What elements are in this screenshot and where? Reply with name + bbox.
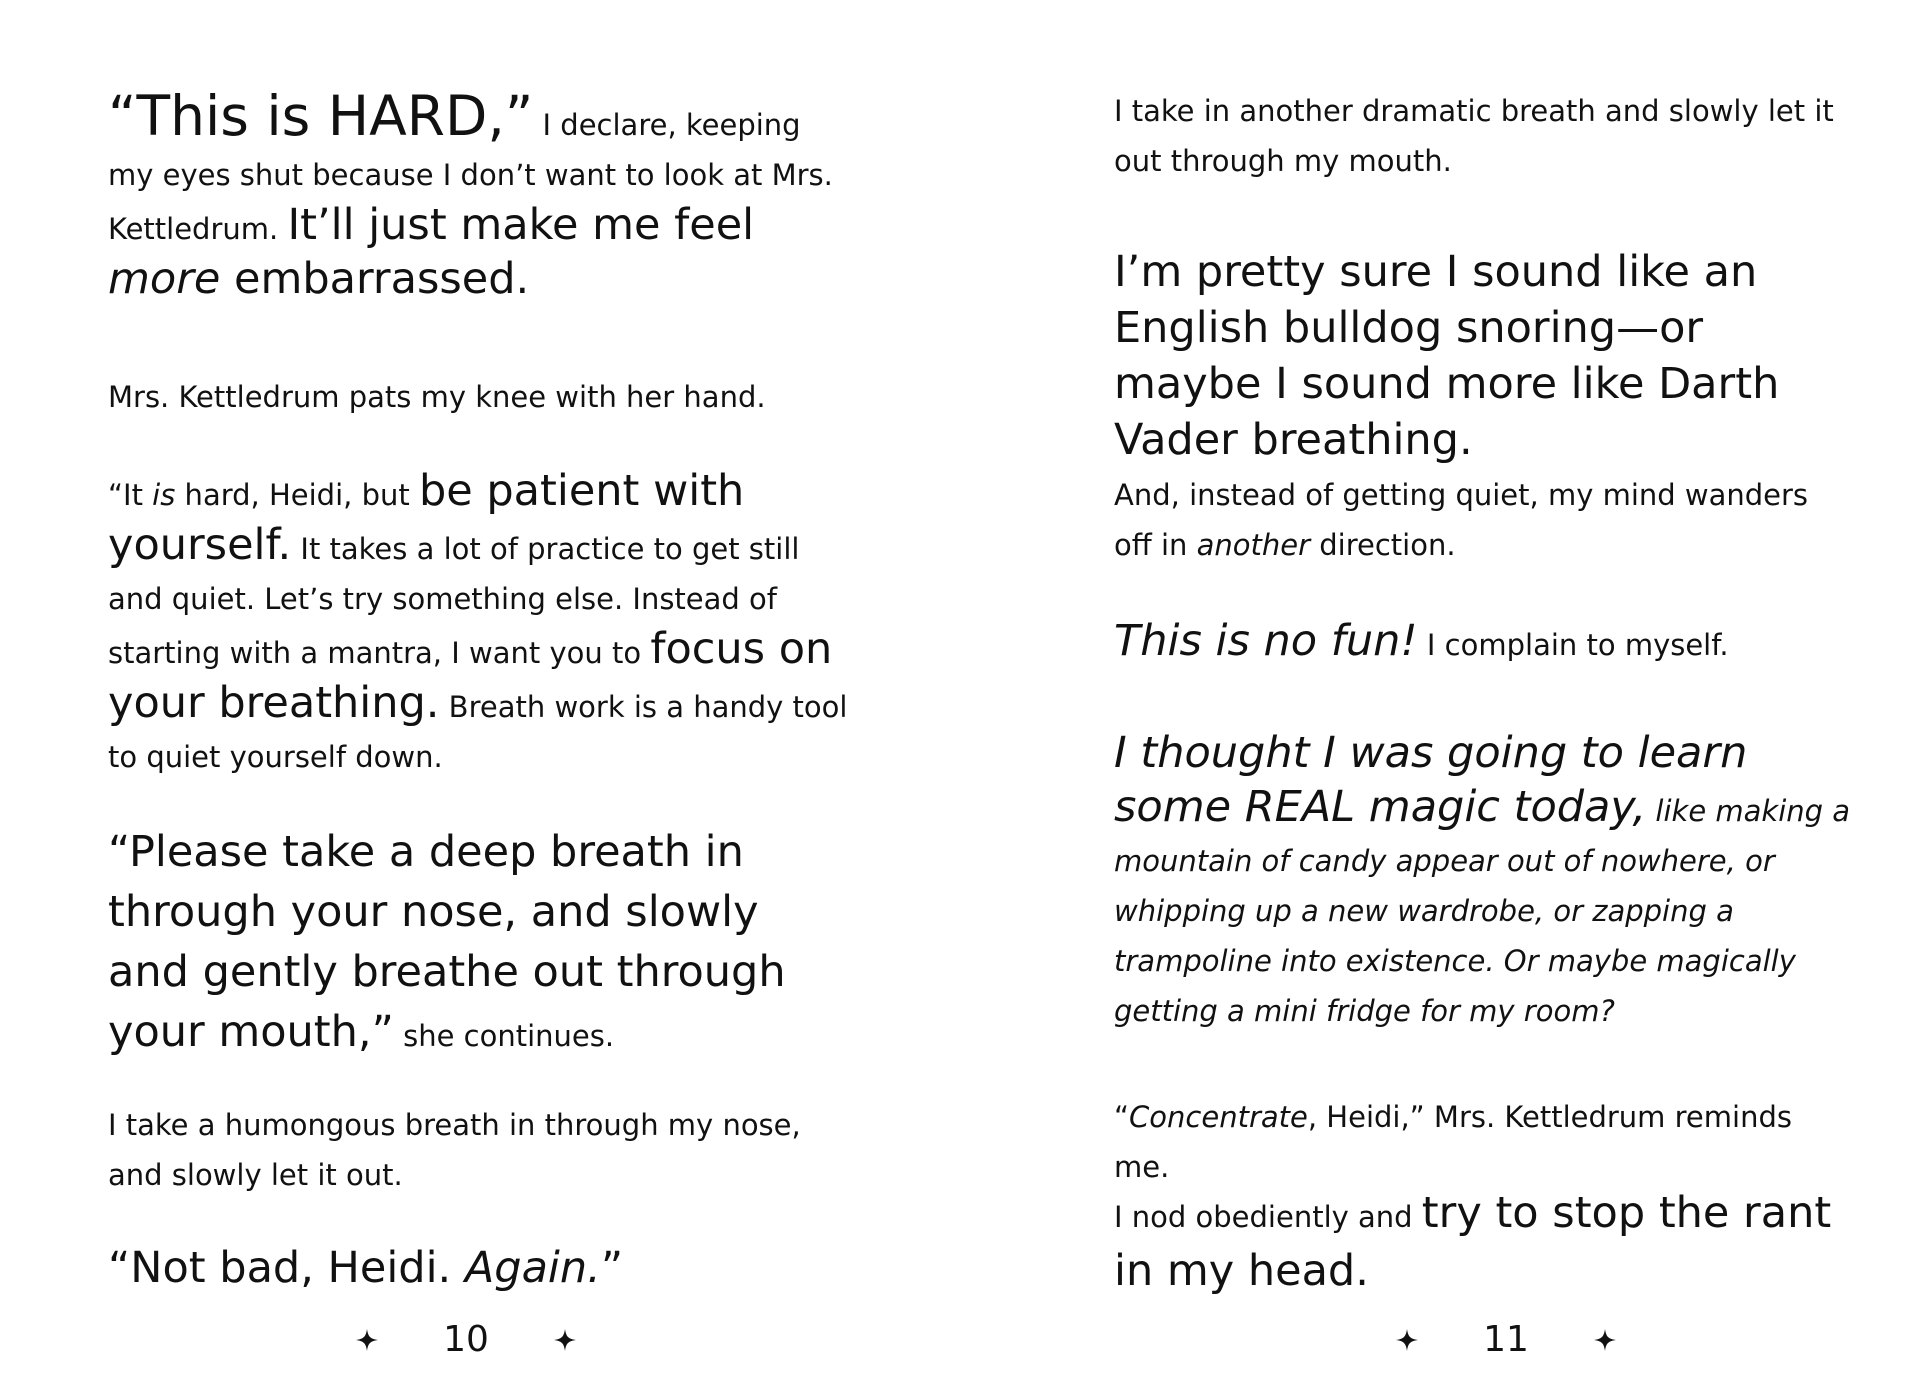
- right-page: [960, 0, 1921, 1396]
- paragraph-1: I take in another dramatic breath and slowly let it out through my mouth.: [1114, 94, 1834, 178]
- paragraph-1: “This is HARD,” I declare, keeping my eyes shut because I don’t want to look at Mrs. Kettledrum. It’ll just make me feel more embarrassed.: [108, 84, 833, 304]
- star-icon: [356, 1329, 378, 1351]
- page-number: 10: [443, 1319, 489, 1360]
- paragraph-6: “Not bad, Heidi. Again.”: [108, 1243, 624, 1293]
- quote-this-is-hard: “This is HARD,”: [108, 84, 534, 148]
- paragraph-4: “Please take a deep breath in through your nose, and slowly and gently breathe out through your mouth,” she continues.: [108, 827, 786, 1057]
- paragraph-5: I thought I was going to learn some REAL magic today, like making a mountain of candy appear out of nowhere, or whipping up a new wardrobe, or zapping a trampoline into existence. Or maybe magically getting a mini fridge for my room?: [1114, 728, 1851, 1028]
- page-number-right: [1396, 1318, 1616, 1362]
- paragraph-5: I take a humongous breath in through my nose, and slowly let it out.: [108, 1108, 801, 1192]
- star-icon: [1594, 1329, 1616, 1351]
- left-page: [0, 0, 960, 1396]
- paragraph-7: I nod obediently and try to stop the rant in my head.: [1114, 1188, 1832, 1296]
- page-number: 11: [1483, 1319, 1529, 1360]
- page-number-left: [356, 1318, 576, 1362]
- paragraph-6: “Concentrate, Heidi,” Mrs. Kettledrum reminds me.: [1114, 1100, 1792, 1184]
- star-icon: [1396, 1329, 1418, 1351]
- paragraph-3: “It is hard, Heidi, but be patient with yourself. It takes a lot of practice to get still and quiet. Let’s try something else. Instead of starting with a mantra, I want you to focus on your breathing. Breath work is a handy tool to quiet yourself down.: [108, 466, 848, 774]
- star-icon: [554, 1329, 576, 1351]
- paragraph-2: Mrs. Kettledrum pats my knee with her hand.: [108, 380, 766, 414]
- paragraph-2: I’m pretty sure I sound like an English bulldog snoring—or maybe I sound more like Darth Vader breathing.: [1114, 247, 1780, 465]
- paragraph-4: This is no fun! I complain to myself.: [1114, 616, 1729, 666]
- paragraph-3: And, instead of getting quiet, my mind wanders off in another direction.: [1114, 478, 1809, 562]
